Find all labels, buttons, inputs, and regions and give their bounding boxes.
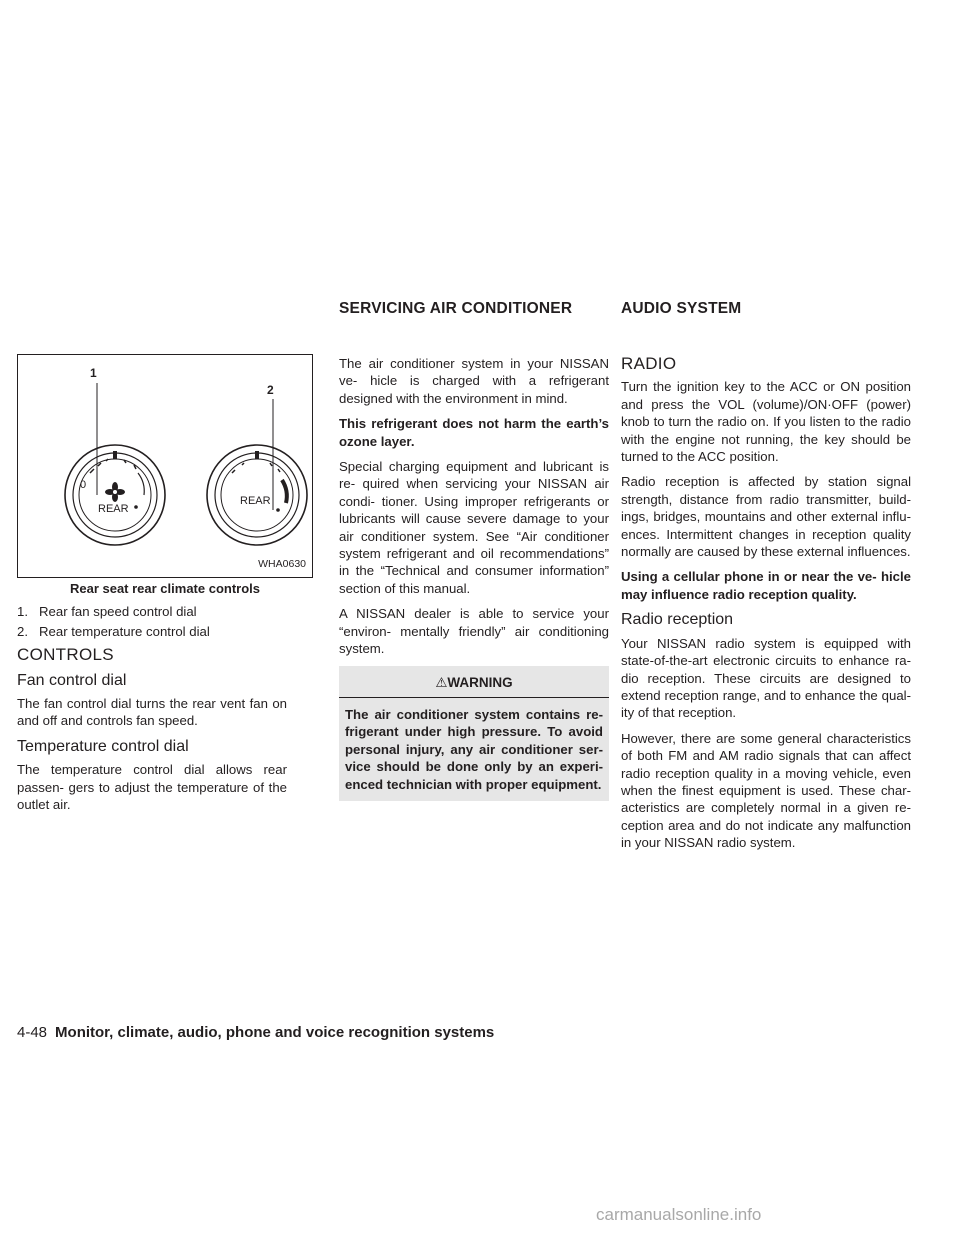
- watermark: carmanualsonline.info: [596, 1205, 762, 1224]
- section-heading-servicing: SERVICING AIR CONDITIONER: [339, 300, 573, 317]
- servicing-ozone-note: This refrigerant does not harm the earth’s ozone layer.: [339, 416, 609, 449]
- callout-2: 2: [267, 383, 274, 397]
- legend-number: 1.: [17, 604, 28, 620]
- radio-reception-paragraph: Your NISSAN radio system is equipped with state-of-the-art electronic circuits to enhance ra- dio reception. These circuits are designed to extend reception range, and to enhance the qual- ity of that reception.: [621, 635, 911, 721]
- controls-heading: CONTROLS: [17, 645, 114, 665]
- chapter-title: Monitor, climate, audio, phone and voice recognition systems: [55, 1024, 495, 1041]
- figure-caption: Rear seat rear climate controls: [69, 581, 261, 596]
- radio-heading: RADIO: [621, 354, 677, 373]
- dials-illustration: [18, 355, 314, 579]
- fan-speed-dial-icon: [65, 445, 165, 545]
- legend-text: Rear temperature control dial: [39, 623, 210, 639]
- legend-item: [17, 603, 287, 620]
- warning-title-text: WARNING: [447, 674, 513, 690]
- page-footer: [17, 1024, 494, 1041]
- warning-triangle-icon: ⚠: [435, 674, 448, 690]
- column-servicing: [339, 355, 609, 801]
- fan-dial-text: The fan control dial turns the rear vent fan on and off and controls fan speed.: [17, 696, 287, 729]
- legend-text: Rear fan speed control dial: [39, 604, 197, 620]
- temperature-dial-heading: Temperature control dial: [17, 737, 189, 755]
- radio-paragraph: Turn the ignition key to the ACC or ON position and press the VOL (volume)/ON·OFF (power) knob to turn the radio on. If you listen to the radio with the engine not running, the key should be turned to the ACC position.: [621, 379, 911, 465]
- page-number: 4-48: [17, 1024, 48, 1041]
- warning-text: The air conditioner system contains re- frigerant under high pressure. To avoid personal injury, any air conditioner ser- vice should be done only by an experi- enced technician with proper equipment.: [345, 706, 603, 792]
- callout-1: 1: [90, 366, 97, 380]
- servicing-paragraph: A NISSAN dealer is able to service your “environ- mentally friendly” air conditioning system.: [339, 606, 609, 657]
- column-controls: [17, 340, 306, 821]
- dial-2-label: REAR: [240, 495, 271, 507]
- temperature-dial-text: The temperature control dial allows rear passen- gers to adjust the temperature of the outlet air.: [17, 762, 287, 813]
- radio-paragraph: Radio reception is affected by station signal strength, distance from radio transmitter, build- ings, bridges, mountains and other external influ- ences. Intermittent changes in reception quality normally are caused by these external influences.: [621, 474, 911, 560]
- dial-1-label: REAR: [98, 503, 129, 515]
- legend-number: 2.: [17, 623, 28, 639]
- radio-reception-paragraph: However, there are some general characteristics of both FM and AM radio signals that can affect radio reception quality in a moving vehicle, even when the finest equipment is used. These char- acteristics are completely normal in a given re- ception area and do not indicate any malfunction in your NISSAN radio system.: [621, 730, 911, 851]
- fan-dial-heading: Fan control dial: [17, 671, 127, 689]
- warning-title: [339, 666, 609, 698]
- figure-code: WHA0630: [258, 557, 306, 570]
- servicing-paragraph: Special charging equipment and lubricant is re- quired when servicing your NISSAN air condi- tioner. Using improper refrigerants or lubricants will cause severe damage to your air conditioner system. See “Air conditioner system refrigerant and oil recommendations” in the “Technical and consumer information” section of this manual.: [339, 459, 609, 596]
- radio-reception-heading: Radio reception: [621, 611, 734, 629]
- warning-box: [339, 666, 609, 801]
- legend-item: [17, 623, 287, 640]
- climate-controls-figure: [17, 354, 313, 578]
- column-audio: [621, 355, 911, 860]
- section-heading-audio: AUDIO SYSTEM: [621, 300, 742, 317]
- dial-1-zero: 0: [80, 479, 87, 491]
- servicing-paragraph: The air conditioner system in your NISSAN ve- hicle is charged with a refrigerant designed with the environment in mind.: [339, 356, 609, 406]
- cellular-note: Using a cellular phone in or near the ve- hicle may influence radio reception quality.: [621, 569, 911, 602]
